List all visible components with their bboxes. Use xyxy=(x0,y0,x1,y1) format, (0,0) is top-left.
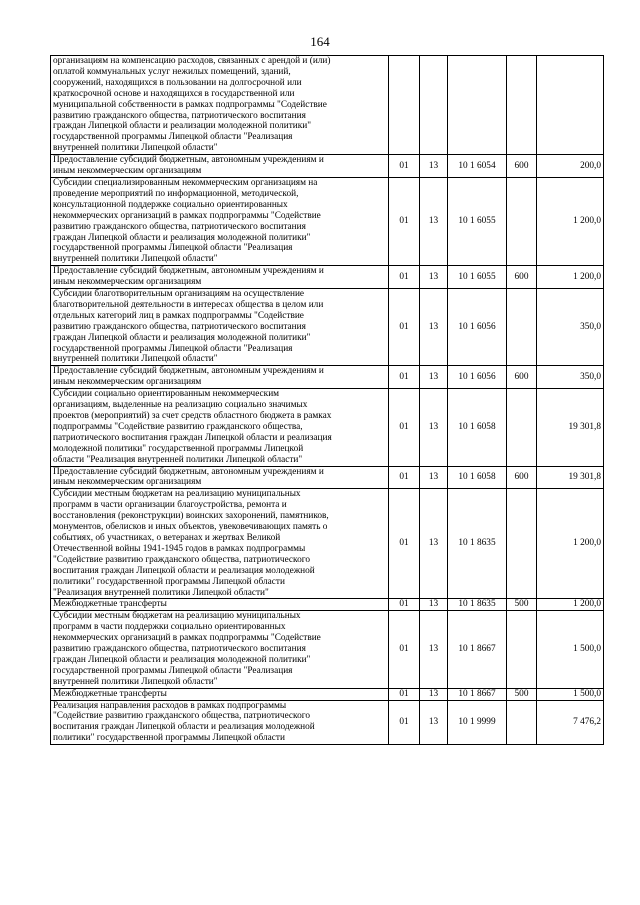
section-cell: 01 xyxy=(389,700,420,745)
description-cell xyxy=(51,266,389,289)
target-code-cell xyxy=(448,56,507,155)
description-cell xyxy=(51,389,389,466)
description-line: Межбюджетные трансферты xyxy=(53,599,167,610)
description-line: программ в части организации благоустройства, ремонта и xyxy=(53,500,287,511)
subsection-cell: 13 xyxy=(420,155,448,178)
expense-type-cell xyxy=(507,700,537,745)
table-row xyxy=(51,611,604,688)
description-line: некоммерческих организаций в рамках подпрограммы "Содействие xyxy=(53,633,321,644)
description-line: "Содействие развитию гражданского общества, патриотического xyxy=(53,554,310,565)
table-row xyxy=(51,177,604,265)
description-cell xyxy=(51,611,389,688)
description-line: развитию гражданского общества, патриотического воспитания xyxy=(53,221,306,232)
description-line: области "Реализация внутренней политики Липецкой области" xyxy=(53,454,303,465)
description-line: Субсидии местным бюджетам на реализацию муниципальных xyxy=(53,611,301,622)
budget-table xyxy=(50,55,604,745)
table-row xyxy=(51,155,604,178)
description-line: Субсидии социально ориентированным некоммерческим xyxy=(53,389,280,400)
description-cell xyxy=(51,177,389,265)
description-line: иным некоммерческим организациям xyxy=(53,277,202,288)
amount-cell: 7 476,2 xyxy=(537,700,604,745)
table-row xyxy=(51,599,604,611)
section-cell: 01 xyxy=(389,688,420,700)
description-line: государственной программы Липецкой области "Реализация xyxy=(53,132,293,143)
table-row xyxy=(51,266,604,289)
amount-cell: 350,0 xyxy=(537,366,604,389)
description-cell xyxy=(51,599,389,611)
description-line: программ в части поддержки социально ориентированных xyxy=(53,622,286,633)
target-code-cell: 10 1 6055 xyxy=(448,266,507,289)
amount-cell: 1 500,0 xyxy=(537,688,604,700)
page-number: 164 xyxy=(310,34,330,49)
description-line: развитию гражданского общества, патриотического воспитания xyxy=(53,321,306,332)
expense-type-cell xyxy=(507,289,537,366)
amount-cell xyxy=(537,56,604,155)
section-cell: 01 xyxy=(389,389,420,466)
description-cell xyxy=(51,466,389,489)
amount-cell: 1 200,0 xyxy=(537,489,604,599)
expense-type-cell xyxy=(507,56,537,155)
amount-cell: 1 200,0 xyxy=(537,177,604,265)
subsection-cell: 13 xyxy=(420,611,448,688)
section-cell: 01 xyxy=(389,289,420,366)
description-line: граждан Липецкой области и реализация молодежной политики" xyxy=(53,232,311,243)
subsection-cell: 13 xyxy=(420,366,448,389)
target-code-cell: 10 1 6054 xyxy=(448,155,507,178)
description-line: краткосрочной основе и находящихся в государственной или xyxy=(53,88,295,99)
table-row xyxy=(51,366,604,389)
expense-type-cell: 600 xyxy=(507,155,537,178)
description-line: воспитания граждан Липецкой области и реализация молодежной xyxy=(53,565,315,576)
description-cell xyxy=(51,700,389,745)
description-line: некоммерческих организаций в рамках подпрограммы "Содействие xyxy=(53,210,321,221)
description-line: оплатой коммунальных услуг нежилых помещений, зданий, xyxy=(53,66,291,77)
description-line: Субсидии местным бюджетам на реализацию муниципальных xyxy=(53,489,301,500)
section-cell: 01 xyxy=(389,611,420,688)
description-line: Субсидии специализированным некоммерческим организациям на xyxy=(53,177,318,188)
subsection-cell xyxy=(420,56,448,155)
expense-type-cell xyxy=(507,611,537,688)
description-line: монументов, обелисков и иных объектов, увековечивающих память о xyxy=(53,522,328,533)
subsection-cell: 13 xyxy=(420,177,448,265)
description-line: "Реализация внутренней политики Липецкой области" xyxy=(53,587,269,598)
budget-table-body xyxy=(51,56,604,745)
description-line: граждан Липецкой области и реализация молодежной политики" xyxy=(53,332,311,343)
subsection-cell: 13 xyxy=(420,266,448,289)
description-line: иным некоммерческим организациям xyxy=(53,377,202,388)
description-line: отдельных категорий лиц в рамках подпрограммы "Содействие xyxy=(53,310,304,321)
table-row xyxy=(51,56,604,155)
section-cell xyxy=(389,56,420,155)
target-code-cell: 10 1 6056 xyxy=(448,289,507,366)
target-code-cell: 10 1 6058 xyxy=(448,466,507,489)
description-line: Межбюджетные трансферты xyxy=(53,688,167,699)
description-line: событиях, об участниках, о ветеранах и жертвах Великой xyxy=(53,532,281,543)
amount-cell: 200,0 xyxy=(537,155,604,178)
description-line: Предоставление субсидий бюджетным, автономным учреждениям и xyxy=(53,466,324,477)
expense-type-cell xyxy=(507,389,537,466)
subsection-cell: 13 xyxy=(420,688,448,700)
description-line: Предоставление субсидий бюджетным, автономным учреждениям и xyxy=(53,266,324,277)
description-line: организациям, выделенные на реализацию социально значимых xyxy=(53,400,308,411)
amount-cell: 1 200,0 xyxy=(537,599,604,611)
expense-type-cell: 500 xyxy=(507,599,537,611)
amount-cell: 19 301,8 xyxy=(537,466,604,489)
description-line: восстановления (реконструкции) воинских захоронений, памятников, xyxy=(53,511,329,522)
description-line: проектов (мероприятий) за счет средств областного бюджета в рамках xyxy=(53,411,332,421)
table-row xyxy=(51,289,604,366)
target-code-cell: 10 1 8667 xyxy=(448,688,507,700)
description-line: политики" государственной программы Липецкой области xyxy=(53,733,285,744)
table-row xyxy=(51,700,604,745)
subsection-cell: 13 xyxy=(420,389,448,466)
description-line: Реализация направления расходов в рамках подпрограммы xyxy=(53,700,287,711)
table-row xyxy=(51,466,604,489)
description-line: консультационной поддержке социально ориентированных xyxy=(53,199,288,210)
amount-cell: 1 200,0 xyxy=(537,266,604,289)
expense-type-cell xyxy=(507,489,537,599)
description-line: граждан Липецкой области и реализации молодежной политики" xyxy=(53,121,312,132)
target-code-cell: 10 1 8635 xyxy=(448,489,507,599)
description-line: Предоставление субсидий бюджетным, автономным учреждениям и xyxy=(53,155,324,166)
expense-type-cell: 600 xyxy=(507,266,537,289)
description-line: молодежной политики" государственной программы Липецкой xyxy=(53,443,304,454)
section-cell: 01 xyxy=(389,177,420,265)
description-line: внутренней политики Липецкой области" xyxy=(53,143,218,154)
expense-type-cell xyxy=(507,177,537,265)
description-line: внутренней политики Липецкой области" xyxy=(53,254,218,265)
description-cell xyxy=(51,155,389,178)
target-code-cell: 10 1 6055 xyxy=(448,177,507,265)
description-line: "Содействие развитию гражданского общества, патриотического xyxy=(53,711,310,722)
description-line: политики" государственной программы Липецкой области xyxy=(53,576,285,587)
target-code-cell: 10 1 9999 xyxy=(448,700,507,745)
expense-type-cell: 600 xyxy=(507,366,537,389)
amount-cell: 350,0 xyxy=(537,289,604,366)
description-cell xyxy=(51,688,389,700)
description-line: Отечественной войны 1941-1945 годов в рамках подпрограммы xyxy=(53,543,306,554)
amount-cell: 1 500,0 xyxy=(537,611,604,688)
target-code-cell: 10 1 8635 xyxy=(448,599,507,611)
description-line: граждан Липецкой области и реализация молодежной политики" xyxy=(53,654,311,665)
description-line: патриотического воспитания граждан Липецкой области и реализация xyxy=(53,432,332,443)
description-line: внутренней политики Липецкой области" xyxy=(53,354,218,365)
table-row xyxy=(51,688,604,700)
section-cell: 01 xyxy=(389,366,420,389)
expense-type-cell: 600 xyxy=(507,466,537,489)
description-line: государственной программы Липецкой области "Реализация xyxy=(53,343,293,354)
amount-cell: 19 301,8 xyxy=(537,389,604,466)
description-line: развитию гражданского общества, патриотического воспитания xyxy=(53,644,306,655)
description-cell xyxy=(51,366,389,389)
subsection-cell: 13 xyxy=(420,599,448,611)
description-line: проведение мероприятий по информационной, методической, xyxy=(53,188,299,199)
target-code-cell: 10 1 6058 xyxy=(448,389,507,466)
table-row xyxy=(51,389,604,466)
description-line: Предоставление субсидий бюджетным, автономным учреждениям и xyxy=(53,366,324,377)
description-line: муниципальной собственности в рамках подпрограммы "Содействие xyxy=(53,99,327,110)
expense-type-cell: 500 xyxy=(507,688,537,700)
description-line: организациям на компенсацию расходов, связанных с арендой и (или) xyxy=(53,56,331,66)
description-line: воспитания граждан Липецкой области и реализация молодежной xyxy=(53,722,315,733)
description-line: иным некоммерческим организациям xyxy=(53,166,202,177)
description-line: благотворительной деятельности в интересах общества в целом или xyxy=(53,299,324,310)
subsection-cell: 13 xyxy=(420,289,448,366)
section-cell: 01 xyxy=(389,466,420,489)
section-cell: 01 xyxy=(389,489,420,599)
subsection-cell: 13 xyxy=(420,489,448,599)
description-line: государственной программы Липецкой области "Реализация xyxy=(53,665,293,676)
section-cell: 01 xyxy=(389,155,420,178)
description-line: подпрограммы "Содействие развитию гражданского общества, xyxy=(53,421,303,432)
section-cell: 01 xyxy=(389,599,420,611)
target-code-cell: 10 1 8667 xyxy=(448,611,507,688)
subsection-cell: 13 xyxy=(420,466,448,489)
description-cell xyxy=(51,289,389,366)
description-line: внутренней политики Липецкой области" xyxy=(53,676,218,687)
description-line: государственной программы Липецкой области "Реализация xyxy=(53,243,293,254)
description-line: сооружений, находящихся в пользовании на долгосрочной или xyxy=(53,77,302,88)
target-code-cell: 10 1 6056 xyxy=(448,366,507,389)
table-row xyxy=(51,489,604,599)
description-line: развитию гражданского общества, патриотического воспитания xyxy=(53,110,306,121)
description-cell xyxy=(51,56,389,155)
description-cell xyxy=(51,489,389,599)
subsection-cell: 13 xyxy=(420,700,448,745)
description-line: Субсидии благотворительным организациям на осуществление xyxy=(53,289,305,300)
section-cell: 01 xyxy=(389,266,420,289)
description-line: иным некоммерческим организациям xyxy=(53,477,202,488)
